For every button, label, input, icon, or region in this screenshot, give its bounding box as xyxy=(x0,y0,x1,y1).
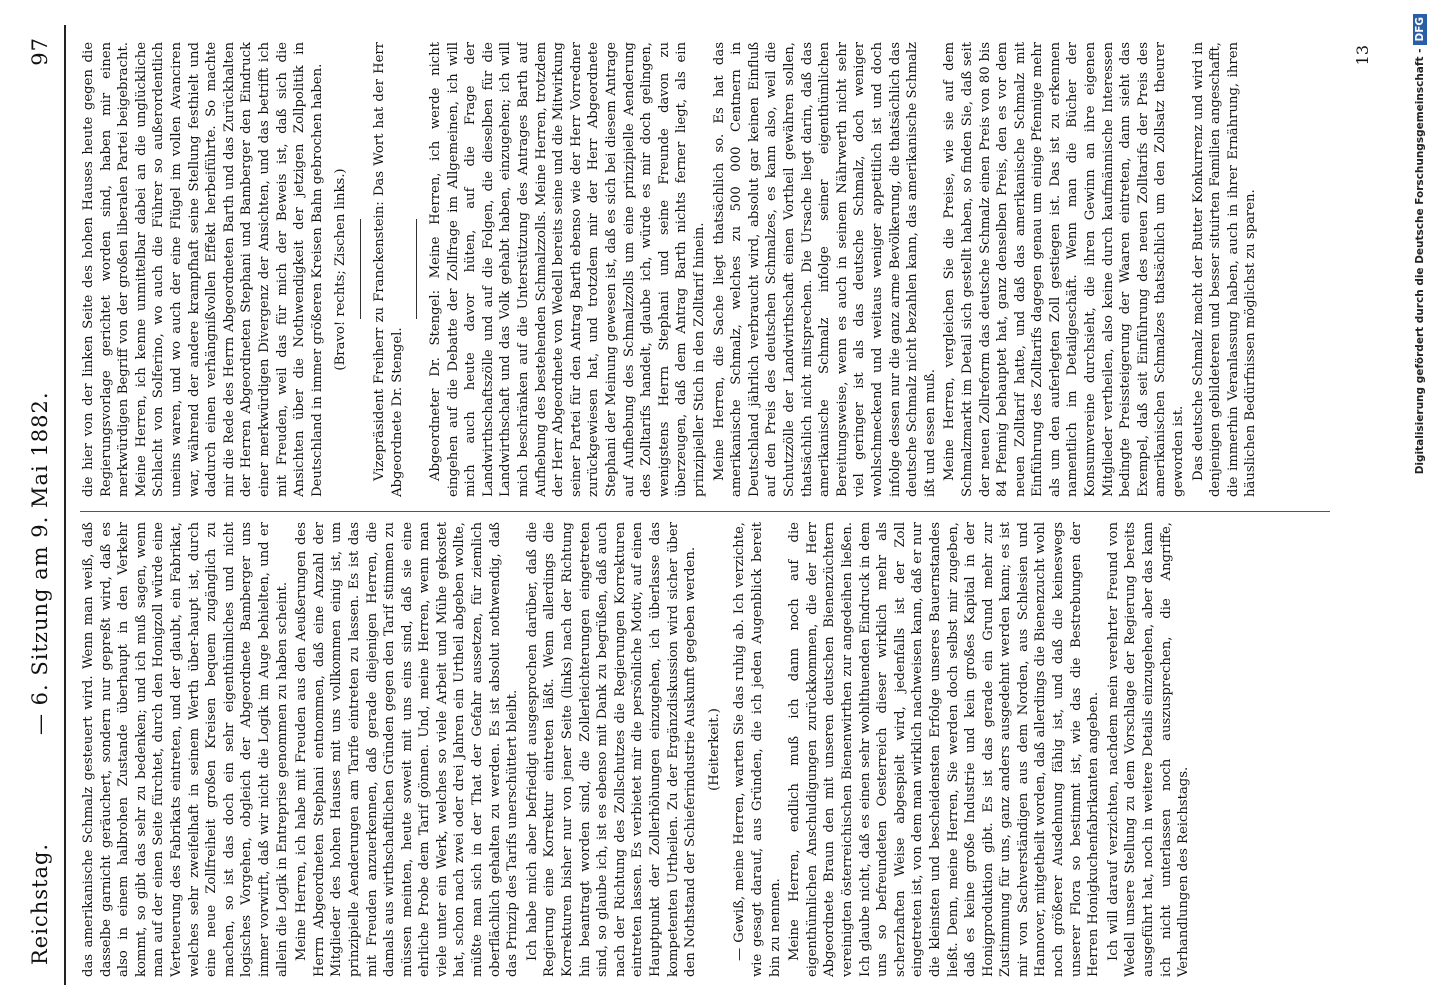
page-number: 97 xyxy=(28,37,52,66)
signature-mark: 13 xyxy=(1353,45,1372,66)
paragraph: die hier von der linken Seite des hohen Hauses heute gegen die Regierungsvorlage gerichtet worden sind, haben mir einen merkwürdigen Begriff von der großen liberalen Partei beigebracht. Meine Herren, ich kenne unmittelbar dabei an die unglückliche Schlacht von Solferino, wo auch die Führer so außerordentlich uneins waren, und wo auch der eine Flügel im vollen Avanciren war, während der andere krampfhaft seine Stellung festhielt und dadurch einen verhängnißvollen Effekt herbeiführte. So machte mir die Rede des Herrn Abgeordneten Barth und das Zurückhalten der Herren Abgeordneten Stephani und Bamberger den Eindruck einer merkwürdigen Divergenz der Ansichten, und das betrifft ich mit Freuden, weil das für mich der Beweis ist, daß sich die Ansichten über die Nothwendigkeit der jetzigen Zollpolitik in Deutschland in immer größeren Kreisen Bahn gebrochen haben. xyxy=(81,42,325,497)
stage-direction: (Heiterkeit.) xyxy=(706,708,722,791)
dfg-credit-label: Digitalisierung gefördert durch die Deutsche Forschungsgemeinschaft - xyxy=(1414,48,1426,475)
left-column xyxy=(80,522,1340,977)
right-column xyxy=(80,42,1340,497)
paragraph: Meine Herren, ich habe mit Freuden aus den Aeußerungen des Herrn Abgeordneten Stephani entnommen, daß eine Anzahl der Mitglieder des hohen Hauses mit uns vollkommen einig ist, um prinzipielle Aenderungen am Tarife eintreten zu lassen. Es ist das mit Freuden anzuerkennen, daß gerade diejenigen Herren, die damals aus wirthschaftlichen Gründen gegen den Tarif stimmen zu müssen meinten, heute soweit mit uns eins sind, daß sie eine ehrliche Probe dem Tarif gönnen. Und, meine Herren, wenn man viele unter ein Werk, welches so viele Arbeit und Mühe gekostet hat, schon nach zwei oder drei Jahren ein Urtheil abgeben wollte, müßte man sich in der That der Gefahr aussetzen, für ziemlich oberflächlich gehalten zu werden. Es ist absolut nothwendig, daß das Prinzip des Tarifs unerschüttert bleibt. xyxy=(294,522,521,977)
dfg-credit-strip xyxy=(1410,8,1430,992)
paragraph: — Gewiß, meine Herren, warten Sie das ruhig ab. Ich verzichte, wie gesagt darauf, aus Gründen, die ich jeden Augenblick bereit bin zu nennen. xyxy=(732,522,783,977)
dfg-credit-text xyxy=(1410,8,1430,992)
header-rule xyxy=(64,25,66,985)
paragraph: Ich will darauf verzichten, nachdem mein verehrter Freund von Wedell unsere Stellung zu dem Vorschlage der Regierung bereits ausgeführt hat, noch in weitere Details einzugehen, aber das kann ich nicht unterlassen noch auszusprechen, die Angriffe, Verhandlungen des Reichstags. xyxy=(1105,522,1192,977)
stage-direction: (Bravo! rechts; Zischen links.) xyxy=(333,168,349,371)
paragraph: Meine Herren, die Sache liegt thatsächlich so. Es hat das amerikanische Schmalz, welches zu 500 000 Centnern in Deutschland jährlich verbraucht wird, absolut gar keinen Einfluß auf den Preis des deutschen Schmalzes, es kann also, weil die Schutzzölle der Landwirthschaft einen Vortheil gewähren sollen, thatsächlich nicht mitsprechen. Die Ursache liegt darin, daß das amerikanische Schmalz infolge seiner eigenthümlichen Bereitungsweise, wenn es auch in seinem Nährwerth nicht sehr viel geringer ist als das deutsche Schmalz, doch weniger wohlschmeckend und weitaus weniger appetitlich ist und doch infolge dessen nur die ganz arme Bevölkerung, die thatsächlich das deutsche Schmalz nicht bezahlen kann, das amerikanische Schmalz ißt und essen muß. xyxy=(711,42,938,497)
running-head-center: — 6. Sitzung am 9. Mai 1882. xyxy=(28,391,52,735)
running-head xyxy=(28,25,68,985)
dfg-logo: DFG xyxy=(1413,14,1427,45)
speaker-intro: Vizepräsident Freiherr zu Franckenstein: Das Wort hat der Herr Abgeordnete Dr. Stengel. xyxy=(371,42,405,497)
running-head-left: Reichstag. xyxy=(28,842,52,965)
section-rule xyxy=(416,220,417,320)
section-rule xyxy=(360,220,361,320)
scanned-page xyxy=(20,25,1390,985)
paragraph: Das deutsche Schmalz macht der Butter Konkurrenz und wird in denjenigen gebildeteren und besser situirten Familien angeschafft, die immerhin Veranlassung haben, auch in ihrer Ernährung, ihren häuslichen Bedürfnissen möglichst zu sparen. xyxy=(1190,42,1259,497)
paragraph: Meine Herren, endlich muß ich dann noch auf die eigenthümlichen Anschuldigungen zurückkommen, die der Herr Abgeordnete Braun den mit unseren deutschen Bienenzüchtern vereinigten österreichischen Bienenwirthen zur angedeihen ließen. Ich glaube nicht, daß es einen sehr wohlthuenden Eindruck in dem uns so befreundeten Oesterreich dieser wirklich mehr als scherzhaften Weise abgespielt wird, jedenfalls ist der Zoll eingetreten ist, von dem man wirklich nachweisen kann, daß er nur die kleinsten und bescheidensten Erfolge unseres Bauernstandes ließt. Denn, meine Herren, Sie werden doch selbst mir zugeben, daß es keine große Industrie und kein großes Kapital in der Honigproduktion gibt. Es ist das gerade ein Grund mehr zur Zustimmung für uns, ganz anders ausgedehnt werden kann; es ist mir von Sachverständigen aus dem Norden, aus Schlesien und Hannover, mitgetheilt worden, daß allerdings die Bienenzucht wohl noch größerer Ausdehnung fähig ist, und daß die keineswegs unserer Flora so bestimmt ist, wie das die Bestrebungen der Herren Honigkuchenfabrikanten angeben. xyxy=(787,522,1102,977)
paragraph: Abgeordneter Dr. Stengel: Meine Herren, ich werde nicht eingehen auf die Debatte der Zollfrage im Allgemeinen, ich will mich auch heute davor hüten, auf die Frage der Landwirthschaftszölle und auf die Folgen, die dieselben für die Landwirthschaft und das Volk gehabt haben, einzugehen; ich will mich beschränken auf die Unterstützung des Antrages Barth auf Aufhebung des bestehenden Schmalzzolls. Meine Herren, trotzdem der Herr Abgeordnete von Wedell bereits seine und die Mitwirkung seiner Partei für den Antrag Barth ebenso wie der Herr Vorredner zurückgewiesen hat, und trotzdem mir der Herr Abgeordnete Stephani der Meinung gewesen ist, daß es sich bei diesem Antrage auf Aufhebung des Schmalzzolls um eine prinzipielle Aenderung des Zolltarifs handelt, glaube ich, würde es mir doch gelingen, wenigstens Herrn Stephani und seine Freunde davon zu überzeugen, daß dem Antrag Barth nichts ferner liegt, als ein prinzipieller Stich in den Zolltarif hinein. xyxy=(428,42,707,497)
paragraph: das amerikanische Schmalz gesteuert wird. Wenn man weiß, daß dasselbe garnicht geräuchert, sondern nur gepreßt wird, daß es also in einem halbrohen Zustande überhaupt in den Verkehr kommt, so gibt das sehr zu bedenken; und ich muß sagen, wenn man auf der einen Seite fürchtet, durch den Honigzoll würde eine Verteuerung des Fabrikats eintreten, und der glaubt, ein Fabrikat, welches sehr zweifelhaft in seinem Werth über-haupt ist, durch eine neue Zollfreiheit großen Kreisen bequem zugänglich zu machen, so ist das doch ein sehr eigenthümliches und nicht logisches Vorgehen, obgleich der Abgeordnete Bamberger uns immer vorwirft, daß wir nicht die Logik im Auge behielten, und er allein die Logik in Entreprise genommen zu haben scheint. xyxy=(81,522,290,977)
paragraph: Ich habe mich aber befriedigt ausgesprochen darüber, daß die Regierung eine Korrektur eintreten läßt. Wenn allerdings die Korrekturen bisher nur von jener Seite (links) nach der Richtung hin beantragt worden sind, die Zollerleichterungen eingetreten sind, so glaube ich, ist es ebenso mit Dank zu begrüßen, daß auch nach der Richtung des Zollschutzes die Regierungen Korrekturen eintreten lassen. Es verbietet mir die persönliche Motiv, auf einen Hauptpunkt der Zollerhöhungen einzugehen, ich überlasse das kompetenten Urtheilen. Zu der Ergänzdiskussion wird sicher über den Nothstand der Schieferindustrie Auskunft gegeben werden. xyxy=(524,522,699,977)
column-rule xyxy=(80,511,1330,512)
paragraph: Meine Herren, vergleichen Sie die Preise, wie sie auf dem Schmalzmarkt im Detail sich gestellt haben, so finden Sie, daß seit der neuen Zollreform das deutsche Schmalz einen Preis von 80 bis 84 Pfennig behauptet hat, ganz denselben Preis, den es vor dem neuen Zolltarif hatte, und daß das amerikanische Schmalz mit Einführung des Zolltarifs dagegen genau um einige Pfennige mehr als um den auferlegten Zoll gestiegen ist. Das ist zu erkennen namentlich im Detailgeschäft. Wenn man die Bücher der Konsumvereine durchsieht, die ihren Gewinn an ihre eigenen Mitglieder vertheilen, also keine durch kaufmännische Interessen bedingte Preissteigerung der Waaren eintreten, dann sieht das Exempel, daß seit Einführung des neuen Zolltarifs der Preis des amerikanischen Schmalzes thatsächlich um den Zollsatz theurer geworden ist. xyxy=(942,42,1187,497)
